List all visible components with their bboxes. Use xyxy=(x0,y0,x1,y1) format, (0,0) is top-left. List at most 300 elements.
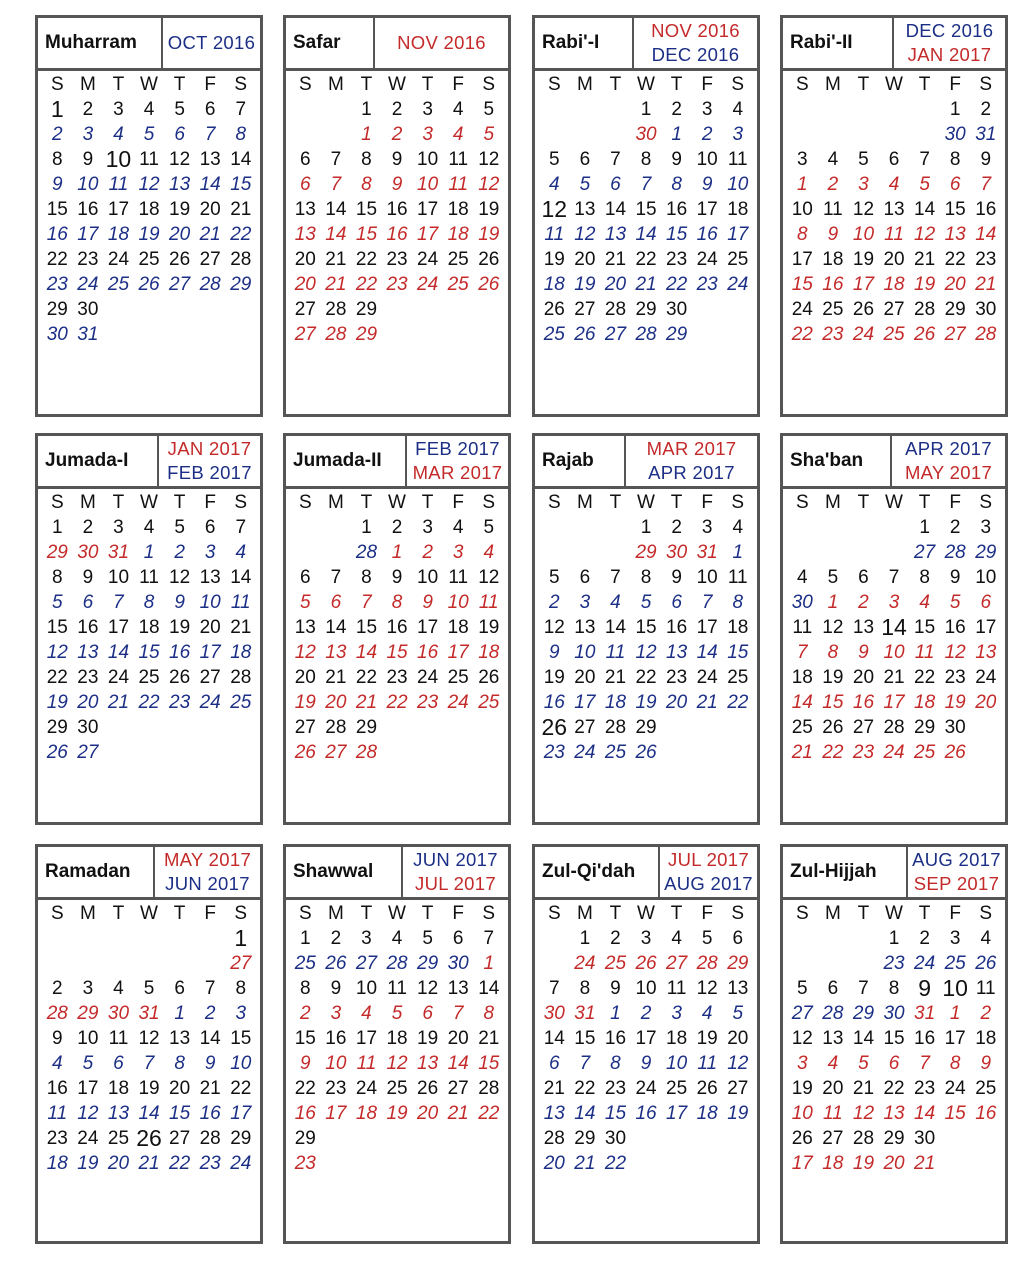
hijri-date: 24 xyxy=(230,1152,252,1174)
hijri-date: 15 xyxy=(822,691,844,713)
weekday-label: S xyxy=(50,74,64,95)
hijri-date: 23 xyxy=(199,1152,221,1174)
gregorian-date: 1 xyxy=(234,925,248,951)
weekday-label: W xyxy=(637,903,655,924)
gregorian-date: 19 xyxy=(696,1027,718,1049)
month-header xyxy=(783,18,1005,71)
weekday-label: S xyxy=(547,492,561,513)
weekday-label: F xyxy=(701,492,713,513)
gregorian-date: 5 xyxy=(549,148,560,170)
gregorian-date: 13 xyxy=(822,1027,844,1049)
hijri-date: 6 xyxy=(671,591,682,613)
gregorian-date: 17 xyxy=(417,616,439,638)
hijri-date: 2 xyxy=(391,123,403,145)
gregorian-date: 18 xyxy=(447,616,469,638)
hijri-date: 19 xyxy=(852,1152,875,1174)
gregorian-date: 9 xyxy=(980,148,992,170)
hijri-date: 30 xyxy=(635,123,657,145)
hijri-date: 9 xyxy=(391,173,403,195)
hijri-month-name: Ramadan xyxy=(38,847,155,897)
gregorian-date-row xyxy=(290,976,504,1001)
gregorian-date: 25 xyxy=(666,1077,688,1099)
gregorian-date: 14 xyxy=(199,1027,221,1049)
gregorian-date: 15 xyxy=(883,1027,905,1049)
hijri-date: 9 xyxy=(300,1052,311,1074)
gregorian-date-row xyxy=(539,976,753,1001)
hijri-date-row xyxy=(539,272,753,297)
weekday-label: S xyxy=(298,492,312,513)
gregorian-date: 23 xyxy=(386,248,408,270)
weekday-label: S xyxy=(234,74,248,95)
hijri-date: 4 xyxy=(483,541,495,563)
gregorian-date: 21 xyxy=(883,666,905,688)
gregorian-date-row xyxy=(290,147,504,172)
weekday-label: W xyxy=(140,903,158,924)
gregorian-date: 14 xyxy=(230,566,252,588)
hijri-date: 1 xyxy=(610,1002,621,1024)
hijri-date: 24 xyxy=(914,952,936,974)
hijri-date: 20 xyxy=(325,691,347,713)
hijri-date: 19 xyxy=(635,691,657,713)
hijri-date: 27 xyxy=(325,741,347,763)
hijri-date: 19 xyxy=(914,273,936,295)
hijri-date-row xyxy=(539,122,753,147)
gregorian-month-label: DEC 2016 xyxy=(651,44,740,65)
gregorian-date: 17 xyxy=(635,1027,657,1049)
gregorian-date: 6 xyxy=(452,927,464,949)
gregorian-date: 23 xyxy=(77,248,99,270)
hijri-date: 7 xyxy=(797,641,808,663)
weekday-label: T xyxy=(918,74,931,95)
hijri-date: 24 xyxy=(727,273,749,295)
gregorian-date: 26 xyxy=(852,298,875,320)
gregorian-date-row xyxy=(42,665,256,690)
hijri-date-row xyxy=(290,322,504,347)
hijri-date: 20 xyxy=(77,691,99,713)
gregorian-date: 10 xyxy=(635,977,657,999)
hijri-date: 30 xyxy=(447,952,469,974)
gregorian-date-row xyxy=(290,1026,504,1051)
gregorian-date: 8 xyxy=(949,148,961,170)
gregorian-date: 19 xyxy=(791,1077,813,1099)
gregorian-date: 7 xyxy=(919,148,930,170)
gregorian-date: 24 xyxy=(355,1077,378,1099)
hijri-date: 25 xyxy=(543,323,565,345)
gregorian-date: 8 xyxy=(361,566,372,588)
hijri-date: 22 xyxy=(478,1102,500,1124)
hijri-date: 31 xyxy=(77,323,99,345)
hijri-date: 7 xyxy=(640,173,652,195)
hijri-date-row xyxy=(290,1101,504,1126)
hijri-date-row xyxy=(42,1101,256,1126)
gregorian-date: 26 xyxy=(791,1127,813,1149)
hijri-date: 16 xyxy=(543,691,565,713)
gregorian-date-row xyxy=(787,976,1001,1001)
gregorian-date: 29 xyxy=(355,298,378,320)
month-card-rajab xyxy=(532,433,760,825)
month-card-zul-hijjah xyxy=(780,844,1008,1244)
gregorian-date: 22 xyxy=(355,666,378,688)
gregorian-date: 14 xyxy=(852,1027,875,1049)
hijri-date-row xyxy=(290,1151,504,1176)
gregorian-date: 5 xyxy=(549,566,560,588)
gregorian-date: 25 xyxy=(447,248,469,270)
gregorian-date: 28 xyxy=(604,716,627,738)
hijri-date: 2 xyxy=(549,591,560,613)
hijri-date-row xyxy=(787,951,1001,976)
gregorian-date: 10 xyxy=(942,975,968,1001)
hijri-date: 28 xyxy=(386,952,408,974)
hijri-date: 17 xyxy=(447,641,469,663)
gregorian-date: 16 xyxy=(77,616,99,638)
gregorian-date-row xyxy=(42,197,256,222)
hijri-date: 26 xyxy=(635,952,657,974)
gregorian-date-row xyxy=(42,515,256,540)
weekday-label: T xyxy=(173,492,186,513)
gregorian-date-row xyxy=(290,615,504,640)
gregorian-date-row xyxy=(42,1026,256,1051)
gregorian-date: 29 xyxy=(944,298,966,320)
hijri-date: 26 xyxy=(914,323,936,345)
gregorian-date: 28 xyxy=(543,1127,565,1149)
gregorian-date: 19 xyxy=(822,666,844,688)
hijri-date: 9 xyxy=(174,591,185,613)
hijri-date: 30 xyxy=(77,541,99,563)
hijri-date: 5 xyxy=(732,1002,744,1024)
weekday-label: S xyxy=(731,903,745,924)
hijri-date-row xyxy=(539,1151,753,1176)
hijri-date: 13 xyxy=(107,1102,130,1124)
gregorian-date: 27 xyxy=(199,666,221,688)
gregorian-date: 7 xyxy=(235,516,247,538)
gregorian-date: 4 xyxy=(671,927,682,949)
hijri-date-row xyxy=(787,640,1001,665)
hijri-date: 25 xyxy=(107,273,130,295)
gregorian-date: 8 xyxy=(235,977,247,999)
hijri-date-row xyxy=(290,272,504,297)
gregorian-date: 30 xyxy=(975,298,997,320)
hijri-date: 27 xyxy=(791,1002,813,1024)
hijri-date: 30 xyxy=(107,1002,130,1024)
hijri-date-row xyxy=(787,1101,1001,1126)
hijri-date: 15 xyxy=(727,641,749,663)
weekday-label: T xyxy=(173,903,186,924)
gregorian-month-range xyxy=(163,18,260,68)
gregorian-date: 2 xyxy=(980,98,992,120)
hijri-date: 28 xyxy=(975,323,997,345)
hijri-date: 10 xyxy=(727,173,749,195)
gregorian-date: 10 xyxy=(696,148,718,170)
gregorian-date: 8 xyxy=(52,148,63,170)
gregorian-date: 23 xyxy=(77,666,99,688)
hijri-date: 21 xyxy=(355,691,378,713)
gregorian-date: 2 xyxy=(82,98,94,120)
gregorian-date: 15 xyxy=(944,198,966,220)
hijri-date: 17 xyxy=(77,223,99,245)
gregorian-date: 23 xyxy=(604,1077,627,1099)
gregorian-date: 17 xyxy=(975,616,997,638)
hijri-date: 4 xyxy=(452,123,464,145)
gregorian-month-range xyxy=(908,847,1005,897)
hijri-date: 15 xyxy=(944,1102,966,1124)
gregorian-date: 20 xyxy=(199,616,221,638)
hijri-date: 1 xyxy=(797,173,808,195)
weekday-label: M xyxy=(824,74,841,95)
gregorian-date: 4 xyxy=(391,927,403,949)
weekday-label: M xyxy=(576,74,593,95)
hijri-date: 10 xyxy=(77,173,99,195)
gregorian-date: 11 xyxy=(975,977,996,999)
gregorian-month-label: NOV 2016 xyxy=(397,32,486,53)
gregorian-date: 21 xyxy=(478,1027,500,1049)
hijri-date: 12 xyxy=(727,1052,749,1074)
hijri-date: 18 xyxy=(822,1152,844,1174)
gregorian-date: 29 xyxy=(574,1127,596,1149)
day-grid xyxy=(535,489,757,765)
gregorian-month-label: NOV 2016 xyxy=(651,20,740,41)
hijri-date-row xyxy=(290,122,504,147)
weekday-label: W xyxy=(885,74,903,95)
weekday-label: M xyxy=(576,492,593,513)
gregorian-date-row xyxy=(290,565,504,590)
weekday-label: T xyxy=(173,74,186,95)
hijri-date: 10 xyxy=(417,173,439,195)
gregorian-date-row xyxy=(539,97,753,122)
gregorian-date: 3 xyxy=(361,927,372,949)
gregorian-date: 24 xyxy=(635,1077,657,1099)
hijri-date: 9 xyxy=(422,591,433,613)
gregorian-date: 14 xyxy=(325,198,347,220)
hijri-date: 25 xyxy=(914,741,936,763)
gregorian-date-row xyxy=(539,197,753,222)
gregorian-date: 24 xyxy=(107,248,130,270)
weekday-label: F xyxy=(204,492,216,513)
gregorian-date: 7 xyxy=(235,98,247,120)
hijri-date: 16 xyxy=(696,223,718,245)
hijri-date: 11 xyxy=(697,1052,718,1074)
weekday-label: T xyxy=(857,74,870,95)
hijri-date: 30 xyxy=(46,323,68,345)
gregorian-date: 5 xyxy=(174,98,185,120)
gregorian-date: 27 xyxy=(294,298,316,320)
gregorian-date: 29 xyxy=(914,716,936,738)
hijri-date-row xyxy=(290,222,504,247)
hijri-date: 21 xyxy=(574,1152,596,1174)
gregorian-date: 13 xyxy=(199,566,221,588)
gregorian-date: 13 xyxy=(852,616,875,638)
gregorian-date-row xyxy=(539,247,753,272)
hijri-date: 26 xyxy=(46,741,68,763)
weekday-label: M xyxy=(327,903,344,924)
gregorian-date: 18 xyxy=(822,248,844,270)
gregorian-date-row xyxy=(290,926,504,951)
weekday-header-row xyxy=(290,73,504,97)
hijri-date: 20 xyxy=(604,273,627,295)
gregorian-date: 22 xyxy=(574,1077,596,1099)
gregorian-date: 7 xyxy=(858,977,869,999)
weekday-label: S xyxy=(547,74,561,95)
hijri-date: 8 xyxy=(391,591,403,613)
hijri-date: 23 xyxy=(169,691,191,713)
hijri-date: 5 xyxy=(300,591,311,613)
hijri-date-row xyxy=(42,590,256,615)
day-grid xyxy=(783,900,1005,1176)
gregorian-date: 17 xyxy=(944,1027,966,1049)
hijri-date-row xyxy=(539,640,753,665)
gregorian-date: 2 xyxy=(671,98,682,120)
day-grid xyxy=(38,900,260,1176)
gregorian-date: 19 xyxy=(417,1027,439,1049)
hijri-date: 28 xyxy=(46,1002,68,1024)
hijri-date: 28 xyxy=(822,1002,844,1024)
hijri-date: 20 xyxy=(944,273,966,295)
hijri-date: 10 xyxy=(666,1052,688,1074)
hijri-date: 23 xyxy=(386,273,408,295)
hijri-month-name: Rabi'-II xyxy=(783,18,894,68)
gregorian-date: 27 xyxy=(574,716,596,738)
weekday-header-row xyxy=(539,902,753,926)
gregorian-date: 28 xyxy=(230,248,252,270)
weekday-label: M xyxy=(79,903,96,924)
gregorian-date: 11 xyxy=(139,566,159,588)
hijri-date: 11 xyxy=(544,223,565,245)
weekday-label: F xyxy=(949,74,961,95)
hijri-date: 27 xyxy=(294,323,316,345)
gregorian-date: 6 xyxy=(204,98,216,120)
gregorian-date-row xyxy=(290,1076,504,1101)
hijri-date-row xyxy=(787,590,1001,615)
gregorian-date: 11 xyxy=(448,148,469,170)
hijri-date: 25 xyxy=(604,952,627,974)
weekday-label: S xyxy=(50,903,64,924)
gregorian-date: 3 xyxy=(422,98,433,120)
gregorian-date: 18 xyxy=(386,1027,408,1049)
gregorian-date: 18 xyxy=(138,616,160,638)
weekday-header-row xyxy=(42,73,256,97)
gregorian-date: 18 xyxy=(138,198,160,220)
gregorian-date: 11 xyxy=(727,148,748,170)
gregorian-date-row xyxy=(42,1126,256,1151)
weekday-label: S xyxy=(979,74,993,95)
hijri-date: 20 xyxy=(543,1152,565,1174)
gregorian-date: 2 xyxy=(919,927,930,949)
hijri-date: 1 xyxy=(732,541,744,563)
gregorian-date: 7 xyxy=(483,927,495,949)
hijri-date: 11 xyxy=(884,223,904,245)
gregorian-date: 10 xyxy=(417,148,439,170)
gregorian-date: 7 xyxy=(610,566,621,588)
gregorian-date: 2 xyxy=(610,927,621,949)
gregorian-date: 17 xyxy=(791,248,813,270)
gregorian-date: 7 xyxy=(330,148,342,170)
hijri-date: 5 xyxy=(483,123,495,145)
hijri-date: 9 xyxy=(204,1052,216,1074)
gregorian-date-row xyxy=(290,665,504,690)
hijri-date: 25 xyxy=(478,691,500,713)
gregorian-date: 21 xyxy=(852,1077,875,1099)
gregorian-date-row xyxy=(42,715,256,740)
hijri-date: 11 xyxy=(914,641,935,663)
gregorian-date: 16 xyxy=(604,1027,627,1049)
gregorian-date-row xyxy=(290,97,504,122)
gregorian-date: 17 xyxy=(355,1027,378,1049)
gregorian-date: 9 xyxy=(949,566,961,588)
hijri-date: 15 xyxy=(604,1102,627,1124)
weekday-label: T xyxy=(421,74,434,95)
gregorian-date: 15 xyxy=(635,616,657,638)
gregorian-date: 2 xyxy=(391,516,403,538)
gregorian-date: 13 xyxy=(169,1027,191,1049)
hijri-date: 5 xyxy=(391,1002,403,1024)
gregorian-date: 9 xyxy=(52,1027,63,1049)
gregorian-month-range xyxy=(626,436,757,486)
gregorian-date: 12 xyxy=(791,1027,813,1049)
hijri-date-row xyxy=(787,272,1001,297)
gregorian-month-range xyxy=(634,18,757,68)
gregorian-date: 16 xyxy=(77,198,99,220)
hijri-date: 23 xyxy=(822,323,844,345)
hijri-date-row xyxy=(42,1001,256,1026)
hijri-date: 16 xyxy=(417,641,439,663)
gregorian-date: 18 xyxy=(791,666,813,688)
hijri-date: 11 xyxy=(47,1102,68,1124)
gregorian-date: 9 xyxy=(330,977,342,999)
gregorian-date-row xyxy=(787,565,1001,590)
gregorian-date: 12 xyxy=(822,616,844,638)
gregorian-date: 15 xyxy=(294,1027,316,1049)
gregorian-date: 19 xyxy=(543,248,565,270)
gregorian-date: 20 xyxy=(447,1027,469,1049)
gregorian-date: 28 xyxy=(883,716,905,738)
gregorian-date: 25 xyxy=(138,248,160,270)
weekday-label: M xyxy=(79,492,96,513)
gregorian-date-row xyxy=(42,926,256,951)
gregorian-month-label: FEB 2017 xyxy=(415,438,500,459)
hijri-date: 16 xyxy=(46,223,68,245)
hijri-date: 4 xyxy=(361,1002,372,1024)
hijri-date: 28 xyxy=(944,541,966,563)
hijri-date: 26 xyxy=(138,273,160,295)
gregorian-date: 16 xyxy=(386,616,408,638)
hijri-date: 18 xyxy=(230,641,252,663)
gregorian-month-label: MAY 2017 xyxy=(904,462,993,483)
gregorian-date: 1 xyxy=(361,516,372,538)
hijri-date-row xyxy=(290,740,504,765)
gregorian-date: 1 xyxy=(640,98,652,120)
gregorian-month-label: OCT 2016 xyxy=(167,32,256,53)
gregorian-date: 27 xyxy=(727,1077,749,1099)
gregorian-date-row xyxy=(539,147,753,172)
gregorian-date: 4 xyxy=(452,98,464,120)
hijri-date: 31 xyxy=(696,541,718,563)
gregorian-date-row xyxy=(290,247,504,272)
gregorian-date: 28 xyxy=(852,1127,875,1149)
gregorian-date: 14 xyxy=(325,616,347,638)
gregorian-month-range xyxy=(407,436,508,486)
gregorian-date: 22 xyxy=(883,1077,905,1099)
gregorian-date: 2 xyxy=(391,98,403,120)
hijri-date: 23 xyxy=(294,1152,316,1174)
hijri-date: 13 xyxy=(169,173,191,195)
hijri-date: 2 xyxy=(701,123,713,145)
weekday-label: S xyxy=(482,903,496,924)
hijri-date-row xyxy=(290,951,504,976)
gregorian-date: 1 xyxy=(919,516,930,538)
hijri-date: 3 xyxy=(732,123,744,145)
gregorian-date: 5 xyxy=(483,516,495,538)
hijri-date-row xyxy=(290,690,504,715)
gregorian-date: 28 xyxy=(478,1077,500,1099)
